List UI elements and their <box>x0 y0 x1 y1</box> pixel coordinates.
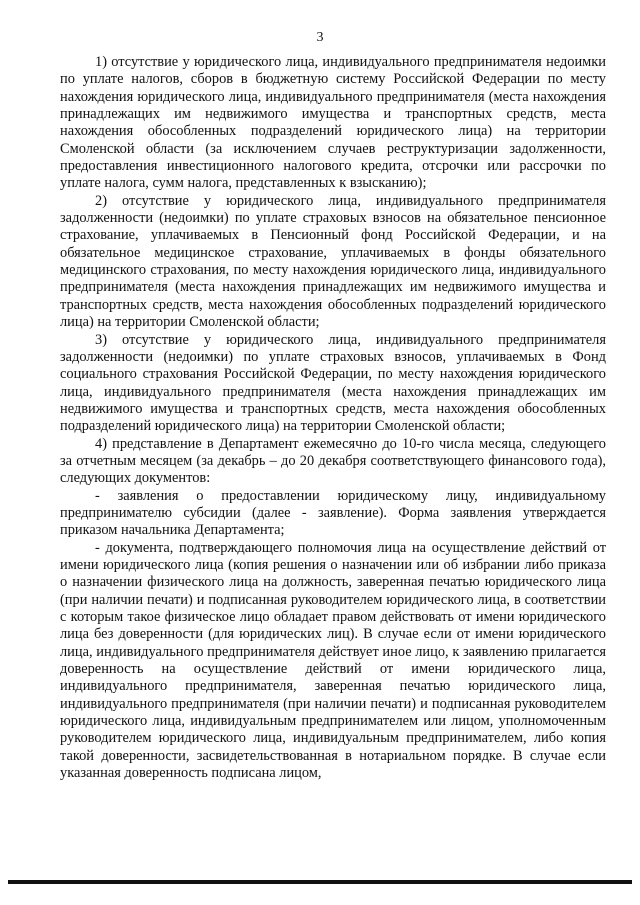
paragraph-authority-document: - документа, подтверждающего полномочия лица на осуществление действий от имени юридического лица (копия решения о назначении или об избрании либо приказа о назначении физического лица на должность, заверенная печатью юридического лица (при наличии печати) и подписанная руководителем юридического лица, в соответствии с которым такое физическое лицо обладает правом действовать от имени юридического лица без доверенности (для юридических лиц). В случае если от имени юридического лица, индивидуального предпринимателя действует иное лицо, к заявлению прилагается доверенность на осуществление действий от имени юридического лица, индивидуального предпринимателя, заверенная печатью юридического лица, индивидуального предпринимателя (при наличии печати) и подписанная руководителем юридического лица, индивидуальным предпринимателем или лицом, уполномоченным руководителем юридического лица, индивидуальным предпринимателем, либо копия такой доверенности, засвидетельствованная в нотариальном порядке. В случае если указанная доверенность подписана лицом, <box>60 539 606 782</box>
paragraph-application: - заявления о предоставлении юридическому лицу, индивидуальному предпринимателю субсидии (далее - заявление). Форма заявления утверждается приказом начальника Департамента; <box>60 487 606 539</box>
paragraph-item-3: 3) отсутствие у юридического лица, индивидуального предпринимателя задолженности (недоимки) по уплате страховых взносов, уплачиваемых в Фонд социального страхования Российской Федерации, по месту нахождения юридического лица, индивидуального предпринимателя (места нахождения принадлежащих им недвижимого имущества и транспортных средств, места нахождения обособленных подразделений юридического лица) на территории Смоленской области; <box>60 331 606 435</box>
paragraph-item-2: 2) отсутствие у юридического лица, индивидуального предпринимателя задолженности (недоимки) по уплате страховых взносов на обязательное пенсионное страхование, уплачиваемых в Пенсионный фонд Российской Федерации, и на обязательное медицинское страхование, уплачиваемых в фонды обязательного медицинского страхования, по месту нахождения юридического лица, индивидуального предпринимателя (места нахождения принадлежащих им недвижимого имущества и транспортных средств, места нахождения обособленных подразделений юридического лица) на территории Смоленской области; <box>60 192 606 331</box>
paragraph-item-1: 1) отсутствие у юридического лица, индивидуального предпринимателя недоимки по уплате налогов, сборов в бюджетную систему Российской Федерации по месту нахождения юридического лица, индивидуального предпринимателя (места нахождения принадлежащих им недвижимого имущества и транспортных средств, места нахождения обособленных подразделений юридического лица) на территории Смоленской области (за исключением случаев реструктуризации задолженности, предоставления инвестиционного налогового кредита, отсрочки или рассрочки по уплате налога, сумм налога, представленных к взысканию); <box>60 54 606 192</box>
document-body <box>60 54 606 782</box>
bottom-divider <box>8 880 632 884</box>
page-number: 3 <box>316 30 324 45</box>
paragraph-item-4: 4) представление в Департамент ежемесячно до 10-го числа месяца, следующего за отчетным месяцем (за декабрь – до 20 декабря соответствующего финансового года), следующих документов: <box>60 435 606 487</box>
